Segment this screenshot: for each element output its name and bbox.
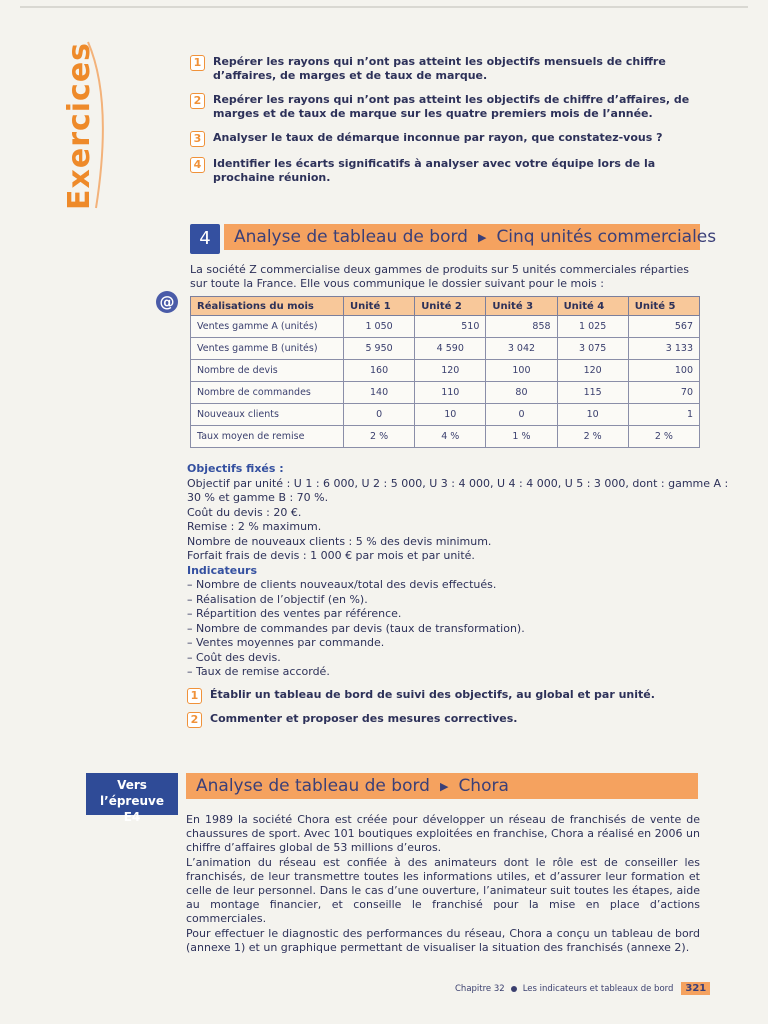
objectives-title: Objectifs fixés : <box>187 462 284 475</box>
objective-line: Remise : 2 % maximum. <box>187 520 322 533</box>
indicators-title: Indicateurs <box>187 563 258 577</box>
paragraph: L’animation du réseau est confiée à des animateurs dont le rôle est de conseiller les franchisés, de leur transmettre toutes les informations utiles, et d’assurer leur formation et celle de leur personnel. Dans le cas d’une ouverture, l’animateur suit toutes les étapes, aide au montage financier, et conseille le franchisé pour la mise en place d’actions commerciales. <box>186 855 700 926</box>
page-number: 321 <box>681 982 710 995</box>
section-title: Analyse de tableau de bord <box>234 227 468 247</box>
table-cell: 3 075 <box>557 338 628 360</box>
section-subtitle: Cinq unités commerciales <box>496 227 717 247</box>
footer-topic: Les indicateurs et tableaux de bord <box>522 983 674 994</box>
table-cell: 1 % <box>486 426 557 448</box>
results-table <box>190 296 700 448</box>
question-item <box>190 157 710 185</box>
table-cell: 4 % <box>415 426 486 448</box>
indicator-line: – Nombre de clients nouveaux/total des devis effectués. <box>187 578 497 591</box>
task-text: Établir un tableau de bord de suivi des objectifs, au global et par unité. <box>210 688 655 701</box>
table-cell: 160 <box>344 360 415 382</box>
row-label: Ventes gamme A (unités) <box>191 316 344 338</box>
row-label: Taux moyen de remise <box>191 426 344 448</box>
question-number: 2 <box>190 93 205 109</box>
objective-line: Objectif par unité : U 1 : 6 000, U 2 : 5 000, U 3 : 4 000, U 4 : 4 000, U 5 : 3 000, dont : gamme A : <box>187 476 729 490</box>
objective-line: 30 % et gamme B : 70 %. <box>187 491 329 504</box>
question-text: Repérer les rayons qui n’ont pas atteint les objectifs de chiffre d’affaires, de marges et de taux de marque sur les quatre premiers mois de l’année. <box>213 93 690 120</box>
section-4-header <box>224 224 717 250</box>
row-label: Nombre de commandes <box>191 382 344 404</box>
table-row <box>191 338 700 360</box>
bullet-icon <box>511 986 517 992</box>
table-cell: 2 % <box>344 426 415 448</box>
table-cell: 140 <box>344 382 415 404</box>
sidebar-title: Exercices <box>62 41 97 210</box>
table-cell: 1 025 <box>557 316 628 338</box>
objective-line: Nombre de nouveaux clients : 5 % des devis minimum. <box>187 534 492 548</box>
column-header: Réalisations du mois <box>191 297 344 316</box>
at-icon: @ <box>156 291 178 313</box>
page-footer <box>455 982 710 995</box>
column-header: Unité 3 <box>486 297 557 316</box>
task-number: 1 <box>187 688 202 704</box>
question-item <box>190 93 710 121</box>
objective-line: Coût du devis : 20 €. <box>187 505 302 519</box>
task-item <box>187 712 707 728</box>
table-row <box>191 426 700 448</box>
column-header: Unité 1 <box>344 297 415 316</box>
table-cell: 10 <box>415 404 486 426</box>
task-item <box>187 688 707 704</box>
task-number: 2 <box>187 712 202 728</box>
indicator-line: – Taux de remise accordé. <box>187 665 330 678</box>
question-number: 3 <box>190 131 205 147</box>
table-cell: 510 <box>415 316 486 338</box>
table-cell: 110 <box>415 382 486 404</box>
table-cell: 120 <box>557 360 628 382</box>
question-number: 4 <box>190 157 205 173</box>
indicator-line: – Nombre de commandes par devis (taux de transformation). <box>187 621 525 635</box>
epreuve-badge-line1: Vers l’épreuve <box>100 778 164 808</box>
indicator-line: – Répartition des ventes par référence. <box>187 607 402 620</box>
table-cell: 115 <box>557 382 628 404</box>
table-cell: 100 <box>486 360 557 382</box>
table-row <box>191 316 700 338</box>
column-header: Unité 4 <box>557 297 628 316</box>
question-text: Analyser le taux de démarque inconnue par rayon, que constatez-vous ? <box>213 131 663 144</box>
row-label: Nombre de devis <box>191 360 344 382</box>
table-row <box>191 360 700 382</box>
task-text: Commenter et proposer des mesures correctives. <box>210 712 518 725</box>
table-cell: 0 <box>486 404 557 426</box>
column-header: Unité 2 <box>415 297 486 316</box>
table-cell: 4 590 <box>415 338 486 360</box>
table-cell: 120 <box>415 360 486 382</box>
objective-line: Forfait frais de devis : 1 000 € par mois et par unité. <box>187 549 475 562</box>
table-cell: 3 042 <box>486 338 557 360</box>
table-cell: 5 950 <box>344 338 415 360</box>
question-item <box>190 55 710 83</box>
exercices-side-label <box>38 40 108 210</box>
row-label: Nouveaux clients <box>191 404 344 426</box>
table-row <box>191 382 700 404</box>
table-cell: 70 <box>628 382 699 404</box>
question-item <box>190 131 710 147</box>
arrow-icon: ▶ <box>477 230 487 244</box>
table-cell: 0 <box>344 404 415 426</box>
table-cell: 1 <box>628 404 699 426</box>
table-cell: 10 <box>557 404 628 426</box>
section-intro: La société Z commercialise deux gammes de produits sur 5 unités commerciales réparties sur toute la France. Elle vous communique le dossier suivant pour le mois : <box>190 263 690 290</box>
objectives-block <box>187 462 729 680</box>
question-text: Identifier les écarts significatifs à analyser avec votre équipe lors de la prochaine réunion. <box>213 157 656 184</box>
question-text: Repérer les rayons qui n’ont pas atteint les objectifs mensuels de chiffre d’affaires, de marges et de taux de marque. <box>213 55 666 82</box>
chora-section-header <box>186 773 698 799</box>
top-rule <box>20 6 748 8</box>
row-label: Ventes gamme B (unités) <box>191 338 344 360</box>
paragraph: En 1989 la société Chora est créée pour développer un réseau de franchisés de vente de chaussures de sport. Avec 101 boutiques exploitées en franchise, Chora a réalisé en 2006 un chiffre d’affaires global de 53 millions d’euros. <box>186 813 700 855</box>
tasks-list <box>187 688 707 736</box>
question-number: 1 <box>190 55 205 71</box>
chora-text <box>186 813 700 955</box>
table-cell: 100 <box>628 360 699 382</box>
column-header: Unité 5 <box>628 297 699 316</box>
epreuve-badge-line2: E4 <box>123 810 141 824</box>
table-row <box>191 404 700 426</box>
footer-chapter: Chapitre 32 <box>455 983 505 994</box>
table-cell: 2 % <box>557 426 628 448</box>
paragraph: Pour effectuer le diagnostic des performances du réseau, Chora a conçu un tableau de bord (annexe 1) et un graphique permettant de visualiser la situation des franchisés (annexe 2). <box>186 926 700 954</box>
table-cell: 567 <box>628 316 699 338</box>
table-cell: 3 133 <box>628 338 699 360</box>
arrow-icon: ▶ <box>439 779 449 793</box>
indicator-line: – Réalisation de l’objectif (en %). <box>187 592 368 606</box>
questions-top <box>190 55 710 195</box>
chora-title: Analyse de tableau de bord <box>196 776 430 796</box>
table-cell: 1 050 <box>344 316 415 338</box>
table-header-row <box>191 297 700 316</box>
indicator-line: – Coût des devis. <box>187 650 281 664</box>
epreuve-badge <box>86 773 178 824</box>
table-cell: 858 <box>486 316 557 338</box>
table-cell: 2 % <box>628 426 699 448</box>
section-number-badge: 4 <box>190 224 220 254</box>
table-cell: 80 <box>486 382 557 404</box>
chora-subtitle: Chora <box>458 776 509 796</box>
indicator-line: – Ventes moyennes par commande. <box>187 636 385 649</box>
